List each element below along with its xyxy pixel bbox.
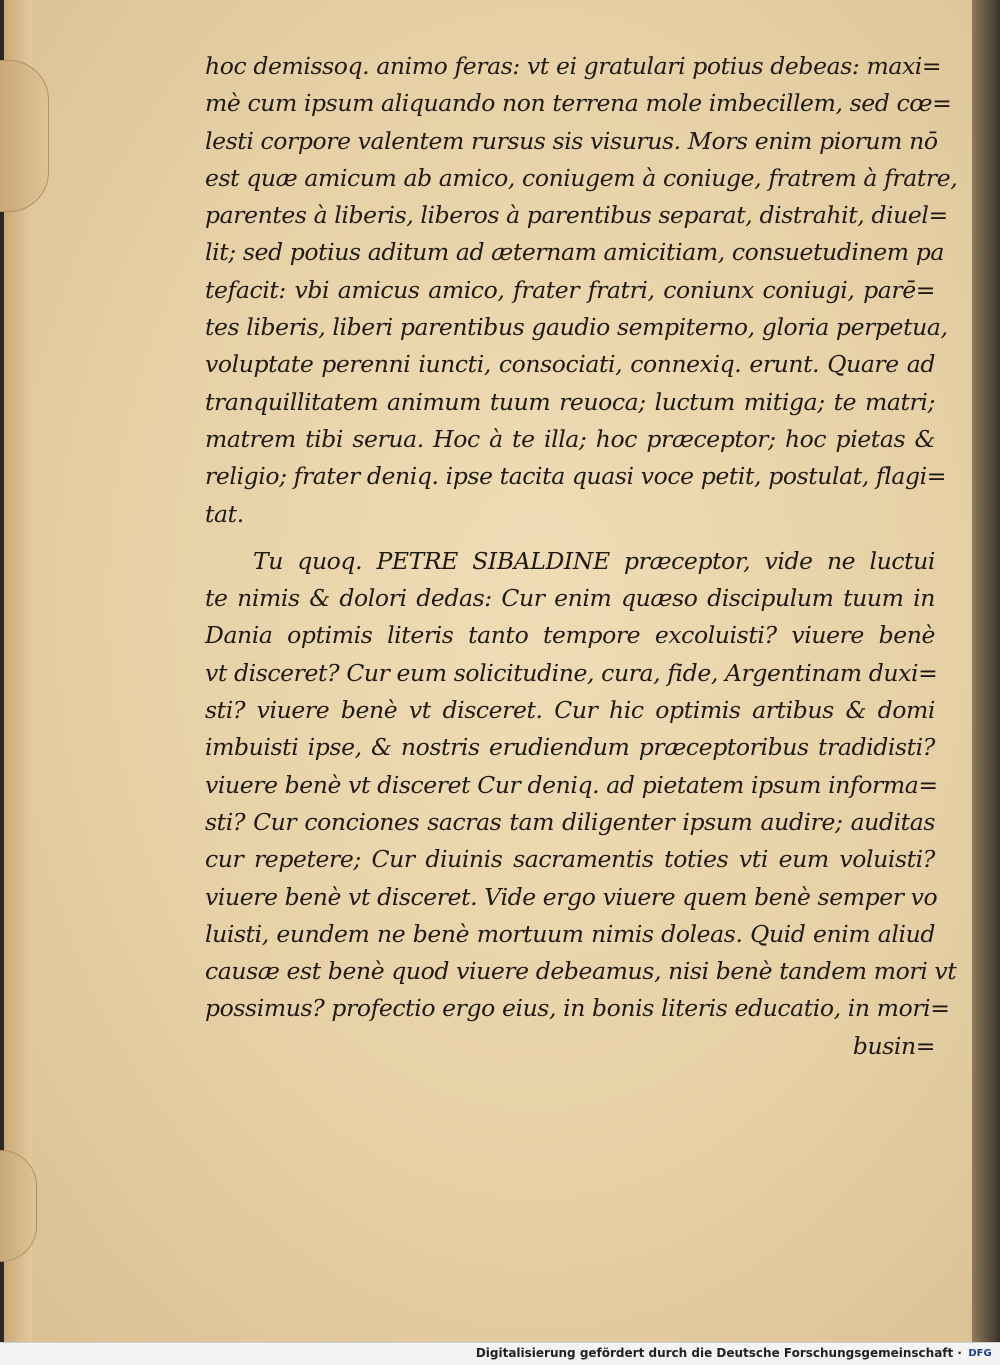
text-line: hoc demissoq. animo feras: vt ei gratulari potius debeas: maxi= [205,52,942,80]
text-line: Dania optimis literis tanto tempore excoluisti? viuere benè [205,621,935,650]
text-line: matrem tibi serua. Hoc à te illa; hoc præceptor; hoc pietas & [205,424,935,453]
page-tab-bottom [0,1150,37,1262]
page-text [205,48,958,1065]
text-line: cur repetere; Cur diuinis sacramentis toties vti eum voluisti? [205,845,935,874]
page-edge-shadow [972,0,1000,1342]
text-line: sti? viuere benè vt disceret. Cur hic optimis artibus & domi [205,696,935,725]
dfg-logo-icon: DFG [968,1348,992,1359]
text-line: mè cum ipsum aliquando non terrena mole imbecillem, sed cœ= [205,89,952,118]
text-line: voluptate perenni iuncti, consociati, connexiq. erunt. Quare ad [205,350,935,379]
text-line: te nimis & dolori dedas: Cur enim quæso discipulum tuum in [205,584,935,613]
text-line: imbuisti ipse, & nostris erudiendum præceptoribus tradidisti? [205,733,935,762]
text-line: sti? Cur conciones sacras tam diligenter ipsum audire; auditas [205,807,935,836]
text-line: lesti corpore valentem rursus sis visurus. Mors enim piorum nō [205,126,938,155]
text-line: possimus? profectio ergo eius, in bonis literis educatio, in mori= [205,994,950,1023]
text-line: est quæ amicum ab amico, coniugem à coniuge, fratrem à fratre, [205,163,958,192]
text-line: tes liberis, liberi parentibus gaudio sempiterno, gloria perpetua, [205,313,948,342]
funding-notice: Digitalisierung gefördert durch die Deutsche Forschungsgemeinschaft · [475,1346,962,1360]
text-line: luisti, eundem ne benè mortuum nimis doleas. Quid enim aliud [205,919,935,948]
digitization-footer [0,1342,1000,1365]
text-line: vt disceret? Cur eum solicitudine, cura, fide, Argentinam duxi= [205,658,938,687]
text-line: religio; frater deniq. ipse tacita quasi voce petit, postulat, flagi= [205,462,947,491]
page-tab-top [0,60,49,212]
text-line: tranquillitatem animum tuum reuoca; luctum mitiga; te matri; [205,387,935,416]
text-line: tefacit: vbi amicus amico, frater fratri, coniunx coniugi, parē= [205,275,935,304]
text-line: causæ est benè quod viuere debeamus, nisi benè tandem mori vt [205,957,957,986]
text-line: viuere benè vt disceret. Vide ergo viuere quem benè semper vo [205,882,938,911]
text-line: tat. [205,499,244,528]
text-line: parentes à liberis, liberos à parentibus separat, distrahit, diuel= [205,201,948,230]
text-line: viuere benè vt disceret Cur deniq. ad pietatem ipsum informa= [205,770,938,799]
text-line: lit; sed potius aditum ad æternam amicitiam, consuetudinem pa [205,238,944,267]
text-line-paragraph-start: Tu quoq. PETRE SIBALDINE præceptor, vide ne luctui [253,546,935,575]
catchword: busin= [852,1031,935,1060]
